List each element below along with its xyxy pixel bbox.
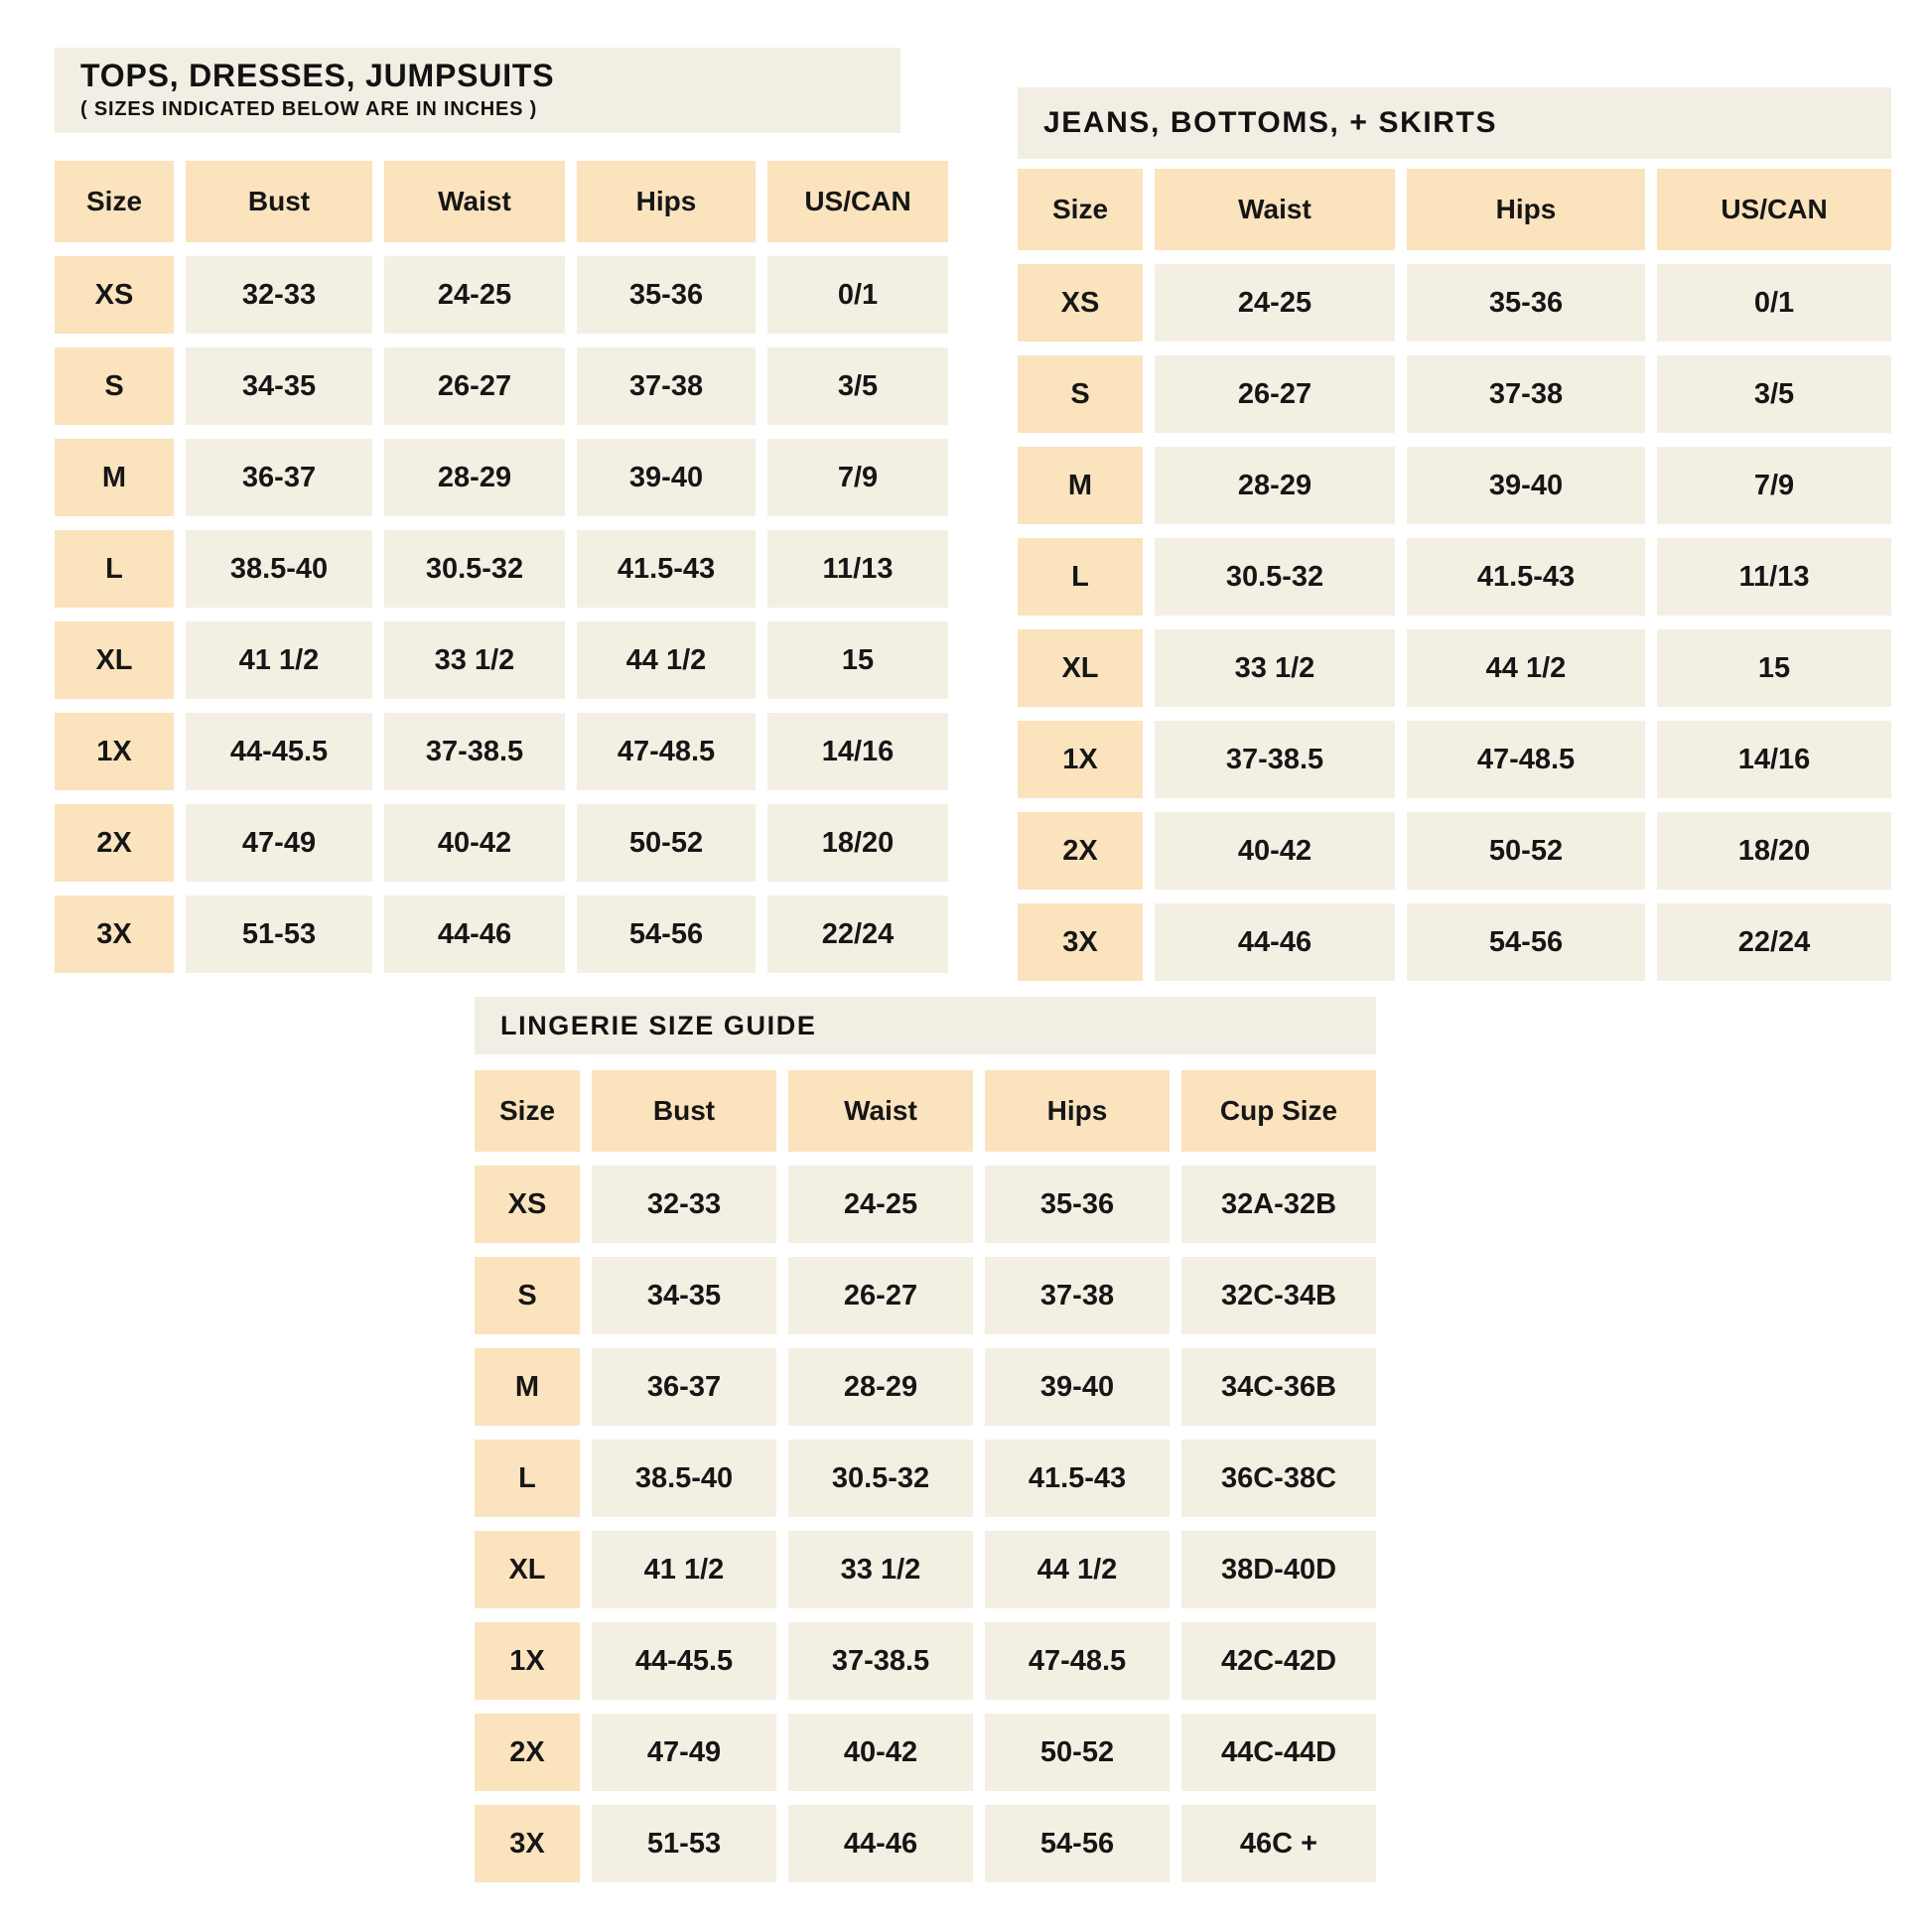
jeans-header-size: Size xyxy=(1018,169,1143,250)
lingerie-table-grid xyxy=(475,1070,1376,1882)
jeans-row-s-waist-value: 26-27 xyxy=(1155,355,1395,433)
jeans-header-hips: Hips xyxy=(1407,169,1645,250)
jeans-row-1x-us-can-value: 14/16 xyxy=(1657,721,1891,798)
lingerie-size-table xyxy=(475,997,1376,1882)
tops-row-xl-hips-value: 44 1/2 xyxy=(577,621,756,699)
tops-row-xl-bust-value: 41 1/2 xyxy=(186,621,372,699)
tops-row-m-hips-value: 39-40 xyxy=(577,439,756,516)
tops-row-s-bust-value: 34-35 xyxy=(186,347,372,425)
jeans-row-2x-us-can-value: 18/20 xyxy=(1657,812,1891,890)
tops-header-bust: Bust xyxy=(186,161,372,242)
tops-row-m-waist-value: 28-29 xyxy=(384,439,565,516)
lingerie-row-3x-bust-value: 51-53 xyxy=(592,1805,776,1882)
tops-row-1x-bust-value: 44-45.5 xyxy=(186,713,372,790)
tops-row-s-waist-value: 26-27 xyxy=(384,347,565,425)
tops-row-1x-size-label: 1X xyxy=(55,713,174,790)
tops-row-m-size-label: M xyxy=(55,439,174,516)
jeans-row-m-hips-value: 39-40 xyxy=(1407,447,1645,524)
tops-header-waist: Waist xyxy=(384,161,565,242)
jeans-row-l-us-can-value: 11/13 xyxy=(1657,538,1891,616)
tops-size-table xyxy=(55,48,948,973)
jeans-row-3x-hips-value: 54-56 xyxy=(1407,903,1645,981)
jeans-row-1x-hips-value: 47-48.5 xyxy=(1407,721,1645,798)
tops-row-s-size-label: S xyxy=(55,347,174,425)
jeans-row-l-waist-value: 30.5-32 xyxy=(1155,538,1395,616)
lingerie-row-3x-cup-size-value: 46C + xyxy=(1181,1805,1376,1882)
lingerie-table-title: LINGERIE SIZE GUIDE xyxy=(500,1010,817,1040)
jeans-row-2x-hips-value: 50-52 xyxy=(1407,812,1645,890)
lingerie-row-xs-waist-value: 24-25 xyxy=(788,1166,973,1243)
tops-row-1x-us-can-value: 14/16 xyxy=(767,713,948,790)
tops-row-l-waist-value: 30.5-32 xyxy=(384,530,565,608)
tops-row-2x-size-label: 2X xyxy=(55,804,174,882)
tops-row-2x-waist-value: 40-42 xyxy=(384,804,565,882)
lingerie-row-l-cup-size-value: 36C-38C xyxy=(1181,1440,1376,1517)
lingerie-row-l-size-label: L xyxy=(475,1440,580,1517)
tops-row-1x-waist-value: 37-38.5 xyxy=(384,713,565,790)
tops-table-title: TOPS, DRESSES, JUMPSUITS xyxy=(80,58,555,94)
tops-row-1x-hips-value: 47-48.5 xyxy=(577,713,756,790)
lingerie-row-xl-cup-size-value: 38D-40D xyxy=(1181,1531,1376,1608)
tops-row-xs-hips-value: 35-36 xyxy=(577,256,756,334)
tops-row-m-us-can-value: 7/9 xyxy=(767,439,948,516)
tops-row-3x-waist-value: 44-46 xyxy=(384,896,565,973)
lingerie-row-s-size-label: S xyxy=(475,1257,580,1334)
jeans-row-xl-size-label: XL xyxy=(1018,629,1143,707)
tops-row-3x-bust-value: 51-53 xyxy=(186,896,372,973)
tops-row-xl-waist-value: 33 1/2 xyxy=(384,621,565,699)
jeans-row-xs-us-can-value: 0/1 xyxy=(1657,264,1891,342)
lingerie-row-1x-cup-size-value: 42C-42D xyxy=(1181,1622,1376,1700)
tops-row-xs-waist-value: 24-25 xyxy=(384,256,565,334)
lingerie-row-xl-waist-value: 33 1/2 xyxy=(788,1531,973,1608)
lingerie-row-s-cup-size-value: 32C-34B xyxy=(1181,1257,1376,1334)
tops-table-grid xyxy=(55,161,948,973)
jeans-row-s-size-label: S xyxy=(1018,355,1143,433)
lingerie-row-m-waist-value: 28-29 xyxy=(788,1348,973,1426)
lingerie-row-xs-hips-value: 35-36 xyxy=(985,1166,1170,1243)
tops-row-3x-hips-value: 54-56 xyxy=(577,896,756,973)
tops-row-xs-size-label: XS xyxy=(55,256,174,334)
lingerie-row-s-hips-value: 37-38 xyxy=(985,1257,1170,1334)
tops-row-s-us-can-value: 3/5 xyxy=(767,347,948,425)
lingerie-header-cup-size: Cup Size xyxy=(1181,1070,1376,1152)
lingerie-row-l-waist-value: 30.5-32 xyxy=(788,1440,973,1517)
tops-row-l-us-can-value: 11/13 xyxy=(767,530,948,608)
lingerie-row-xl-size-label: XL xyxy=(475,1531,580,1608)
lingerie-row-xl-bust-value: 41 1/2 xyxy=(592,1531,776,1608)
lingerie-row-xl-hips-value: 44 1/2 xyxy=(985,1531,1170,1608)
jeans-row-2x-waist-value: 40-42 xyxy=(1155,812,1395,890)
lingerie-header-bust: Bust xyxy=(592,1070,776,1152)
jeans-row-1x-size-label: 1X xyxy=(1018,721,1143,798)
lingerie-row-3x-size-label: 3X xyxy=(475,1805,580,1882)
jeans-row-3x-size-label: 3X xyxy=(1018,903,1143,981)
lingerie-row-2x-size-label: 2X xyxy=(475,1714,580,1791)
lingerie-row-m-cup-size-value: 34C-36B xyxy=(1181,1348,1376,1426)
jeans-row-1x-waist-value: 37-38.5 xyxy=(1155,721,1395,798)
jeans-row-xl-us-can-value: 15 xyxy=(1657,629,1891,707)
lingerie-row-l-hips-value: 41.5-43 xyxy=(985,1440,1170,1517)
lingerie-row-2x-hips-value: 50-52 xyxy=(985,1714,1170,1791)
tops-row-3x-size-label: 3X xyxy=(55,896,174,973)
jeans-row-xs-waist-value: 24-25 xyxy=(1155,264,1395,342)
tops-row-s-hips-value: 37-38 xyxy=(577,347,756,425)
tops-row-l-bust-value: 38.5-40 xyxy=(186,530,372,608)
jeans-row-m-waist-value: 28-29 xyxy=(1155,447,1395,524)
lingerie-row-2x-waist-value: 40-42 xyxy=(788,1714,973,1791)
lingerie-row-1x-hips-value: 47-48.5 xyxy=(985,1622,1170,1700)
jeans-row-s-us-can-value: 3/5 xyxy=(1657,355,1891,433)
lingerie-row-s-waist-value: 26-27 xyxy=(788,1257,973,1334)
lingerie-header-size: Size xyxy=(475,1070,580,1152)
lingerie-header-waist: Waist xyxy=(788,1070,973,1152)
tops-row-3x-us-can-value: 22/24 xyxy=(767,896,948,973)
jeans-row-m-us-can-value: 7/9 xyxy=(1657,447,1891,524)
jeans-row-xl-waist-value: 33 1/2 xyxy=(1155,629,1395,707)
tops-row-l-size-label: L xyxy=(55,530,174,608)
jeans-header-us-can: US/CAN xyxy=(1657,169,1891,250)
tops-table-subtitle: ( SIZES INDICATED BELOW ARE IN INCHES ) xyxy=(80,97,538,120)
jeans-row-xs-size-label: XS xyxy=(1018,264,1143,342)
jeans-row-3x-us-can-value: 22/24 xyxy=(1657,903,1891,981)
lingerie-row-m-size-label: M xyxy=(475,1348,580,1426)
tops-header-us-can: US/CAN xyxy=(767,161,948,242)
tops-row-2x-hips-value: 50-52 xyxy=(577,804,756,882)
tops-row-2x-us-can-value: 18/20 xyxy=(767,804,948,882)
lingerie-row-m-bust-value: 36-37 xyxy=(592,1348,776,1426)
tops-row-xl-size-label: XL xyxy=(55,621,174,699)
lingerie-row-2x-cup-size-value: 44C-44D xyxy=(1181,1714,1376,1791)
lingerie-row-1x-waist-value: 37-38.5 xyxy=(788,1622,973,1700)
lingerie-row-3x-hips-value: 54-56 xyxy=(985,1805,1170,1882)
jeans-title-block xyxy=(1018,87,1891,159)
jeans-table-grid xyxy=(1018,169,1891,981)
lingerie-row-xs-size-label: XS xyxy=(475,1166,580,1243)
lingerie-title-block xyxy=(475,997,1376,1054)
jeans-row-2x-size-label: 2X xyxy=(1018,812,1143,890)
tops-row-l-hips-value: 41.5-43 xyxy=(577,530,756,608)
jeans-row-m-size-label: M xyxy=(1018,447,1143,524)
jeans-row-s-hips-value: 37-38 xyxy=(1407,355,1645,433)
tops-row-xs-bust-value: 32-33 xyxy=(186,256,372,334)
jeans-row-xs-hips-value: 35-36 xyxy=(1407,264,1645,342)
lingerie-row-l-bust-value: 38.5-40 xyxy=(592,1440,776,1517)
tops-title-block xyxy=(55,48,900,133)
jeans-row-l-size-label: L xyxy=(1018,538,1143,616)
lingerie-row-1x-size-label: 1X xyxy=(475,1622,580,1700)
lingerie-row-xs-cup-size-value: 32A-32B xyxy=(1181,1166,1376,1243)
lingerie-row-m-hips-value: 39-40 xyxy=(985,1348,1170,1426)
lingerie-header-hips: Hips xyxy=(985,1070,1170,1152)
lingerie-row-xs-bust-value: 32-33 xyxy=(592,1166,776,1243)
jeans-table-title: JEANS, BOTTOMS, + SKIRTS xyxy=(1043,106,1498,140)
jeans-row-l-hips-value: 41.5-43 xyxy=(1407,538,1645,616)
jeans-row-3x-waist-value: 44-46 xyxy=(1155,903,1395,981)
jeans-row-xl-hips-value: 44 1/2 xyxy=(1407,629,1645,707)
tops-row-m-bust-value: 36-37 xyxy=(186,439,372,516)
tops-row-2x-bust-value: 47-49 xyxy=(186,804,372,882)
lingerie-row-1x-bust-value: 44-45.5 xyxy=(592,1622,776,1700)
lingerie-row-3x-waist-value: 44-46 xyxy=(788,1805,973,1882)
lingerie-row-2x-bust-value: 47-49 xyxy=(592,1714,776,1791)
tops-header-size: Size xyxy=(55,161,174,242)
tops-row-xs-us-can-value: 0/1 xyxy=(767,256,948,334)
jeans-header-waist: Waist xyxy=(1155,169,1395,250)
tops-header-hips: Hips xyxy=(577,161,756,242)
jeans-size-table xyxy=(1018,87,1891,981)
lingerie-row-s-bust-value: 34-35 xyxy=(592,1257,776,1334)
tops-row-xl-us-can-value: 15 xyxy=(767,621,948,699)
